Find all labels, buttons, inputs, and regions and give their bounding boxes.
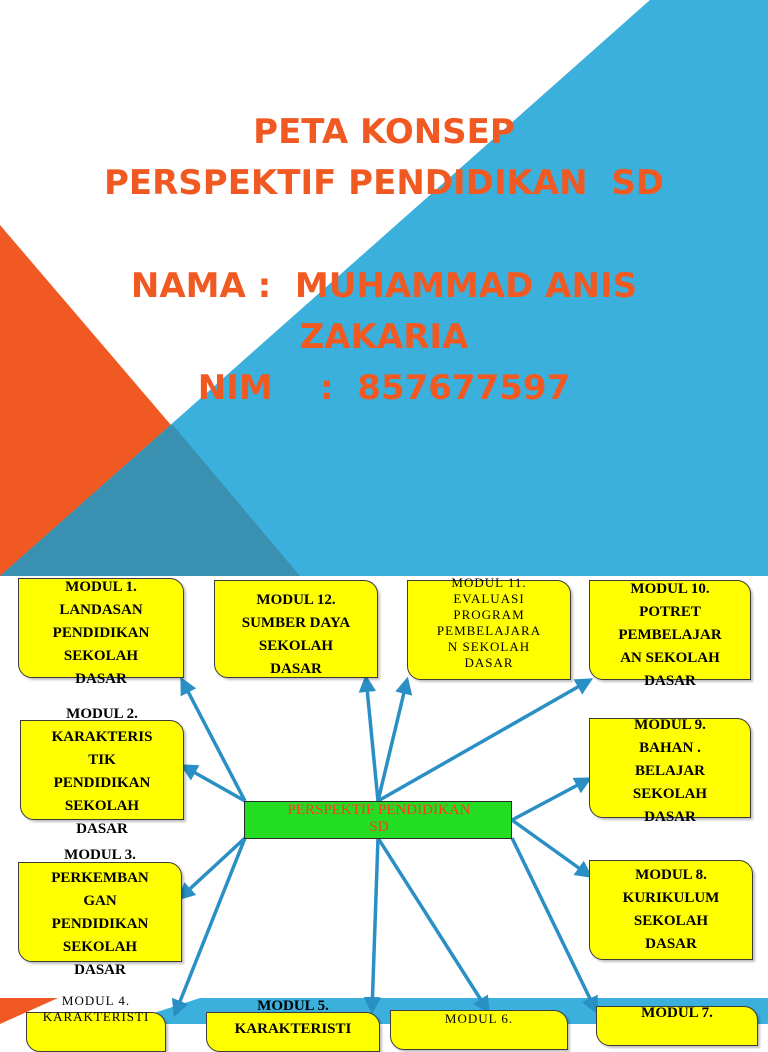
modul-11-label: MODUL 11. EVALUASI PROGRAM PEMBELAJARA N SEKOLAH DASAR xyxy=(436,575,542,670)
modul-4-box xyxy=(26,993,166,1052)
arrow-to-modul-7 xyxy=(512,838,596,1011)
modul-5-box xyxy=(206,998,380,1052)
modul-8-box xyxy=(589,860,753,960)
modul-1-box xyxy=(18,578,184,687)
title-line-1: PETA KONSEP xyxy=(253,112,515,152)
arrow-to-modul-10 xyxy=(378,680,590,801)
modul-12-box xyxy=(214,580,378,678)
modul-5-label: MODUL 5. KARAKTERISTI xyxy=(234,998,352,1037)
modul-9-box xyxy=(589,717,751,825)
modul-2-box xyxy=(20,706,184,837)
modul-11-box xyxy=(407,575,571,680)
nim-line: NIM : 857677597 xyxy=(197,368,571,408)
arrow-to-modul-8 xyxy=(512,820,590,876)
modul-7-label: MODUL 7. xyxy=(641,1005,713,1021)
name-line-2: ZAKARIA xyxy=(299,317,469,357)
modul-10-box xyxy=(589,580,751,689)
modul-8-label: MODUL 8. KURIKULUM SEKOLAH DASAR xyxy=(622,867,720,952)
arrow-to-modul-11 xyxy=(378,680,407,801)
modul-3-box xyxy=(18,847,182,978)
modul-6-box xyxy=(390,1010,568,1050)
name-line: NAMA : MUHAMMAD ANIS xyxy=(130,266,638,306)
modul-6-label: MODUL 6. xyxy=(444,1011,514,1026)
modul-3-label: MODUL 3. PERKEMBAN GAN PENDIDIKAN SEKOLAH DASAR xyxy=(51,847,149,978)
modul-9-label: MODUL 9. BAHAN . BELAJAR SEKOLAH DASAR xyxy=(632,717,708,825)
arrow-to-modul-9 xyxy=(512,779,589,820)
modul-2-label: MODUL 2. KARAKTERIS TIK PENDIDIKAN SEKOLAH DASAR xyxy=(51,706,153,837)
concept-map-slide xyxy=(0,575,768,1037)
arrow-to-modul-6 xyxy=(378,838,488,1011)
arrow-to-modul-12 xyxy=(366,678,378,801)
arrow-to-modul-3 xyxy=(180,838,245,898)
modul-12-label: MODUL 12. SUMBER DAYA SEKOLAH DASAR xyxy=(241,592,351,677)
center-concept-label: PERSPEKTIF PENDIDIKAN SD xyxy=(287,802,471,835)
title-line-2: PERSPEKTIF PENDIDIKAN SD xyxy=(103,163,665,203)
modul-10-label: MODUL 10. POTRET PEMBELAJAR AN SEKOLAH DASAR xyxy=(618,581,722,689)
modul-7-box xyxy=(596,1006,758,1046)
modul-1-label: MODUL 1. LANDASAN PENDIDIKAN SEKOLAH DASAR xyxy=(52,579,150,687)
arrow-to-modul-5 xyxy=(372,838,378,1011)
center-concept-box xyxy=(244,801,512,839)
arrow-to-modul-4 xyxy=(175,838,245,1014)
modul-4-label: MODUL 4. KARAKTERISTI xyxy=(42,993,150,1024)
